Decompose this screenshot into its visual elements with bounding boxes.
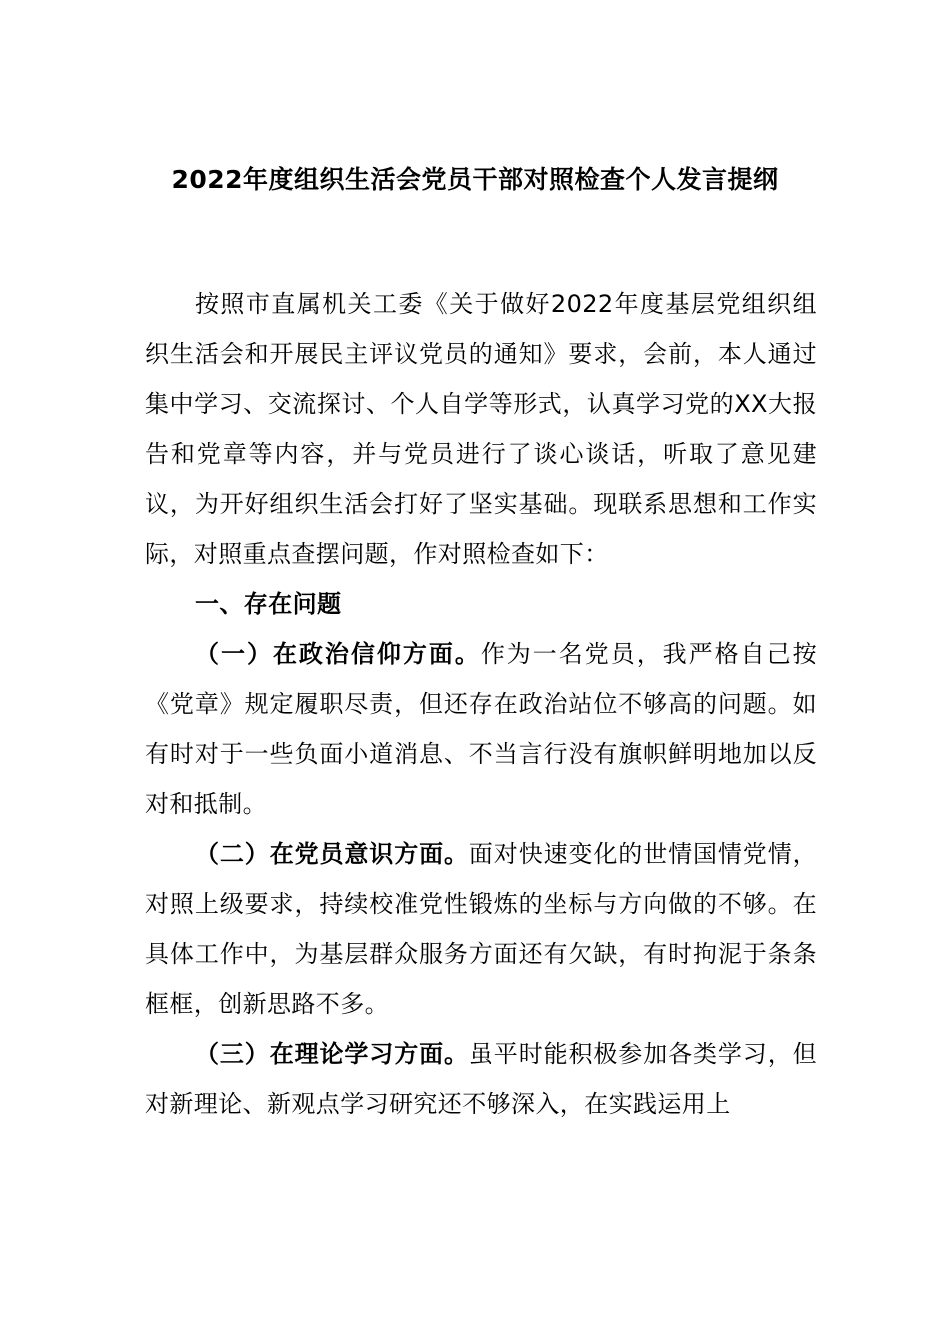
item-lead: （三）在理论学习方面。 — [195, 1040, 469, 1068]
item-text: 作为一名党员，我严格自己按《党章》规定履职尽责，但还存在政治站位不够高的问题。如有时对于一些负面小道消息、不当言行没有旗帜鲜明地加以反对和抵制。 — [145, 640, 817, 818]
section-heading-problems: 一、存在问题 — [195, 590, 342, 618]
item-paragraph-party-awareness — [145, 829, 817, 1029]
item-lead: （一）在政治信仰方面。 — [195, 640, 481, 668]
item-text: 虽平时能积极参加各类学习，但对新理论、新观点学习研究还不够深入，在实践运用上 — [145, 1040, 817, 1118]
item-text: 面对快速变化的世情国情党情，对照上级要求，持续校准党性锻炼的坐标与方向做的不够。在具体工作中，为基层群众服务方面还有欠缺，有时拘泥于条条框框，创新思路不多。 — [145, 840, 817, 1018]
intro-paragraph: 按照市直属机关工委《关于做好2022年度基层党组织组织生活会和开展民主评议党员的通知》要求，会前，本人通过集中学习、交流探讨、个人自学等形式，认真学习党的XX大报告和党章等内容，并与党员进行了谈心谈话，听取了意见建议，为开好组织生活会打好了坚实基础。现联系思想和工作实际，对照重点查摆问题，作对照检查如下： — [145, 290, 817, 568]
document-body — [145, 279, 817, 1129]
item-lead: （二）在党员意识方面。 — [195, 840, 469, 868]
item-paragraph-theory-study — [145, 1029, 817, 1129]
document-title: 2022年度组织生活会党员干部对照检查个人发言提纲 — [171, 165, 779, 194]
item-paragraph-political-belief — [145, 629, 817, 829]
